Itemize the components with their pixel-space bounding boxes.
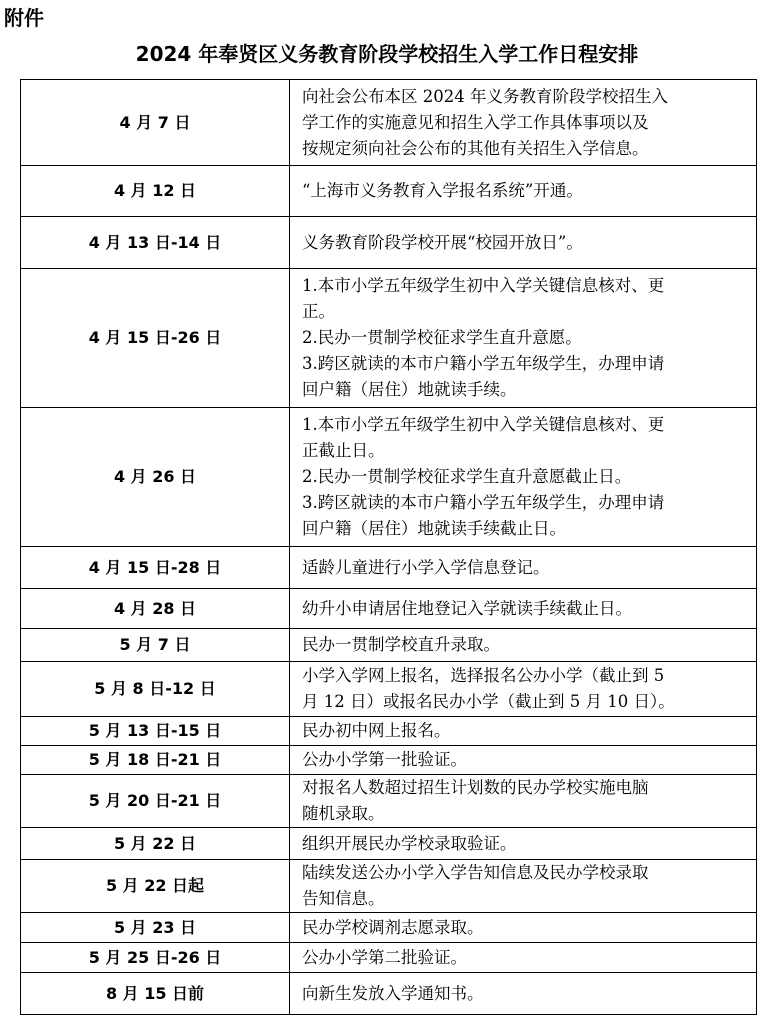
description-line: 按规定须向社会公布的其他有关招生入学信息。	[302, 138, 649, 158]
table-row	[21, 828, 757, 860]
table-row	[21, 80, 757, 166]
schedule-description	[290, 973, 757, 1015]
schedule-date: 4 月 15 日-28 日	[21, 547, 290, 589]
description-line: 对报名人数超过招生计划数的民办学校实施电脑	[302, 778, 649, 797]
description-line: 适龄儿童进行小学入学信息登记。	[302, 557, 550, 577]
schedule-date: 5 月 25 日-26 日	[21, 943, 290, 973]
table-row	[21, 269, 757, 408]
description-line: 1.本市小学五年级学生初中入学关键信息核对、更	[302, 276, 665, 295]
schedule-table	[20, 79, 757, 1015]
description-line: 3.跨区就读的本市户籍小学五年级学生，办理申请	[302, 354, 665, 373]
schedule-date: 5 月 20 日-21 日	[21, 775, 290, 828]
table-row	[21, 775, 757, 828]
schedule-date: 4 月 7 日	[21, 80, 290, 166]
description-line: 陆续发送公办小学入学告知信息及民办学校录取	[302, 863, 649, 882]
description-line: 2.民办一贯制学校征求学生直升意愿。	[302, 328, 582, 347]
schedule-description	[290, 775, 757, 828]
schedule-description	[290, 913, 757, 943]
schedule-date: 5 月 13 日-15 日	[21, 717, 290, 746]
description-line: 回户籍（居住）地就读手续。	[302, 380, 517, 399]
schedule-date: 5 月 22 日起	[21, 860, 290, 913]
schedule-description	[290, 629, 757, 662]
table-row	[21, 217, 757, 269]
schedule-description	[290, 166, 757, 217]
description-line: 公办小学第二批验证。	[302, 947, 467, 967]
schedule-description	[290, 860, 757, 913]
table-row	[21, 913, 757, 943]
schedule-description	[290, 943, 757, 973]
description-line: 公办小学第一批验证。	[302, 750, 467, 769]
schedule-description	[290, 547, 757, 589]
schedule-date: 5 月 23 日	[21, 913, 290, 943]
description-line: 月 12 日）或报名民办小学（截止到 5 月 10 日）。	[302, 692, 675, 711]
description-line: 民办初中网上报名。	[302, 721, 451, 740]
schedule-date: 5 月 22 日	[21, 828, 290, 860]
schedule-date: 5 月 18 日-21 日	[21, 746, 290, 775]
page-title: 2024 年奉贤区义务教育阶段学校招生入学工作日程安排	[135, 42, 639, 66]
schedule-description	[290, 217, 757, 269]
schedule-description	[290, 662, 757, 717]
schedule-description	[290, 746, 757, 775]
description-line: 正截止日。	[302, 441, 385, 460]
schedule-description	[290, 80, 757, 166]
description-line: “上海市义务教育入学报名系统”开通。	[302, 181, 583, 200]
description-line: 告知信息。	[302, 889, 385, 908]
description-line: 正。	[302, 302, 335, 321]
schedule-date: 5 月 7 日	[21, 629, 290, 662]
description-line: 义务教育阶段学校开展“校园开放日”。	[302, 232, 583, 252]
schedule-date: 4 月 15 日-26 日	[21, 269, 290, 408]
description-line: 学工作的实施意见和招生入学工作具体事项以及	[302, 112, 649, 132]
schedule-date: 4 月 12 日	[21, 166, 290, 217]
table-row	[21, 547, 757, 589]
schedule-date: 8 月 15 日前	[21, 973, 290, 1015]
description-line: 向新生发放入学通知书。	[302, 983, 484, 1003]
description-line: 向社会公布本区 2024 年义务教育阶段学校招生入	[302, 86, 668, 106]
description-line: 3.跨区就读的本市户籍小学五年级学生，办理申请	[302, 493, 665, 512]
table-row	[21, 166, 757, 217]
description-line: 回户籍（居住）地就读手续截止日。	[302, 519, 566, 538]
table-row	[21, 746, 757, 775]
schedule-description	[290, 269, 757, 408]
schedule-description	[290, 408, 757, 547]
table-row	[21, 973, 757, 1015]
table-row	[21, 860, 757, 913]
description-line: 小学入学网上报名，选择报名公办小学（截止到 5	[302, 666, 665, 685]
description-line: 1.本市小学五年级学生初中入学关键信息核对、更	[302, 415, 665, 434]
description-line: 随机录取。	[302, 804, 385, 823]
schedule-description	[290, 717, 757, 746]
description-line: 民办学校调剂志愿录取。	[302, 917, 484, 937]
schedule-description	[290, 828, 757, 860]
table-row	[21, 943, 757, 973]
schedule-date: 4 月 13 日-14 日	[21, 217, 290, 269]
description-line: 组织开展民办学校录取验证。	[302, 833, 517, 853]
table-row	[21, 629, 757, 662]
description-line: 民办一贯制学校直升录取。	[302, 635, 500, 654]
table-row	[21, 662, 757, 717]
description-line: 2.民办一贯制学校征求学生直升意愿截止日。	[302, 467, 632, 486]
description-line: 幼升小申请居住地登记入学就读手续截止日。	[302, 598, 632, 618]
attachment-label: 附件	[4, 6, 44, 30]
table-row	[21, 408, 757, 547]
schedule-description	[290, 589, 757, 629]
schedule-date: 4 月 26 日	[21, 408, 290, 547]
table-row	[21, 717, 757, 746]
schedule-date: 4 月 28 日	[21, 589, 290, 629]
table-row	[21, 589, 757, 629]
schedule-date: 5 月 8 日-12 日	[21, 662, 290, 717]
